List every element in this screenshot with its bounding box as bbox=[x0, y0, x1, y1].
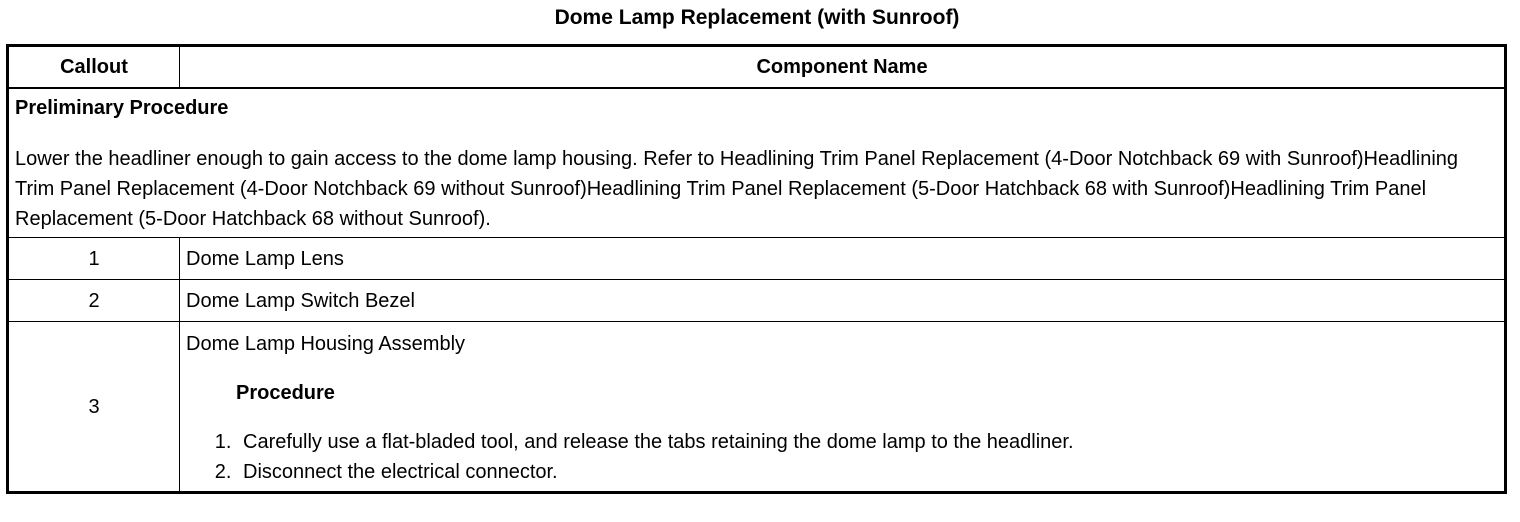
header-row bbox=[8, 46, 1506, 89]
callout-number: 1 bbox=[8, 238, 180, 280]
procedure-heading: Procedure bbox=[236, 382, 335, 404]
preliminary-row bbox=[8, 88, 1506, 238]
callout-number: 3 bbox=[8, 322, 180, 493]
component-name: Dome Lamp Housing Assembly bbox=[186, 333, 466, 355]
component-name: Dome Lamp Switch Bezel bbox=[180, 280, 1506, 322]
component-name-header: Component Name bbox=[180, 46, 1506, 89]
procedure-step: 2. Disconnect the electrical connector. bbox=[237, 457, 1498, 487]
component-name: Dome Lamp Lens bbox=[180, 238, 1506, 280]
component-cell bbox=[180, 322, 1506, 493]
callout-header: Callout bbox=[8, 46, 180, 89]
component-table bbox=[6, 44, 1507, 494]
preliminary-cell bbox=[8, 88, 1506, 238]
preliminary-text: Lower the headliner enough to gain access to the dome lamp housing. Refer to Headlining Trim Panel Replacement (4-Door Notchback 69 with Sunroof)Headlining Trim Panel Replacement (4-Door Notchback 69 without Sunroof)Headlining Trim Panel Replacement (5-Door Hatchback 68 with Sunroof)Headlining Trim Panel Replacement (5-Door Hatchback 68 without Sunroof). bbox=[15, 148, 1459, 230]
table-row bbox=[8, 280, 1506, 322]
table-row bbox=[8, 238, 1506, 280]
preliminary-heading: Preliminary Procedure bbox=[15, 97, 229, 119]
callout-number: 2 bbox=[8, 280, 180, 322]
document-title: Dome Lamp Replacement (with Sunroof) bbox=[554, 6, 960, 29]
table-row bbox=[8, 322, 1506, 493]
procedure-step: 1. Carefully use a flat-bladed tool, and release the tabs retaining the dome lamp to the headliner. bbox=[237, 427, 1498, 457]
procedure-steps bbox=[186, 427, 1498, 487]
